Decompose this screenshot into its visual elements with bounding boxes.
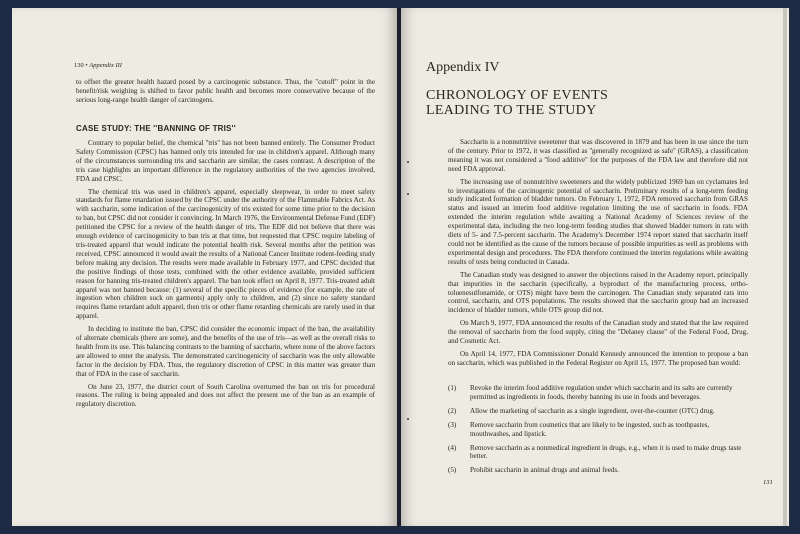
list-number: (4) [448, 443, 457, 452]
body-paragraph: The increasing use of nonnutritive sweeteners and the widely publicized 1969 ban on cyclamates led to investigations of the carcinogenic potential of saccharin. Preliminary results of a long-term feeding study indicated formation of bladder tumors. On February 1, 1972, FDA removed saccharin from GRAS status and issued an interim food additive regulation limiting the use of saccharin in foods. FDA extended the interim regulation while awaiting a National Academy of Sciences review of the experimental data, including the two long-term feeding studies that showed bladder tumors in rats with diets of 5- and 7.5-percent saccharin. The Academy's December 1974 report stated that saccharin itself could not be identified as the cause of the tumors because of possible impurities as well as problems with experimental design and procedures. The FDA therefore continued the interim regulations while awaiting results of tests being conducted in Canada. [448, 177, 748, 266]
list-text: Revoke the interim food additive regulation under which saccharin and its salts are currently permitted as ingredients in foods, thereby banning its use in foods and beverages. [470, 384, 733, 401]
list-item [448, 384, 748, 402]
intro-paragraph: to offset the greater health hazard posed by a carcinogenic substance. Thus, the "cutoff" point in the benefit/risk weighing is shifted to favor public health and becomes more conservative because of the serious long-range health danger of carcinogens. [76, 78, 375, 104]
page-number: 131 [763, 479, 773, 486]
list-item [448, 421, 748, 439]
case-study-body [76, 139, 375, 413]
case-study-heading: CASE STUDY: THE ''BANNING OF TRIS'' [76, 124, 236, 133]
header-separator: • [85, 62, 88, 69]
running-header [74, 62, 122, 69]
body-paragraph: On March 9, 1977, FDA announced the results of the Canadian study and stated that the law required the removal of saccharin from the food supply, citing the ''Delaney clause'' of the Federal Food, Drug, and Cosmetic Act. [448, 319, 748, 346]
list-number: (2) [448, 406, 457, 415]
body-paragraph: Contrary to popular belief, the chemical ''tris'' has not been banned entirely. The Consumer Product Safety Commission (CPSC) has banned only tris intended for use in children's apparel. Although many of the circumstances surrounding tris and saccharin are similar, the cases contrast. A description of the tris case highlights an important difference in the regulatory authorities of the two agencies involved, FDA and CPSC. [76, 139, 375, 183]
proposed-ban-list [448, 384, 748, 480]
chapter-title-line: LEADING TO THE STUDY [426, 103, 597, 118]
body-paragraph: Saccharin is a nonnutritive sweetener that was discovered in 1879 and has been in use since the turn of the century. Prior to 1972, it was classified as ''generally recognized as safe'' (GRAS), a classification meaning it was not considered a ''food additive'' for the purposes of the FDA law and therefore did not need FDA approval. [448, 138, 748, 173]
list-text: Remove saccharin as a nonmedical ingredient in drugs, e.g., when it is used to make drugs taste better. [470, 443, 742, 461]
right-page [401, 8, 789, 526]
list-text: Remove saccharin from cosmetics that are likely to be ingested, such as toothpastes, mouthwashes, and lipstick. [470, 420, 710, 438]
chapter-title-line: CHRONOLOGY OF EVENTS [426, 88, 609, 103]
list-number: (5) [448, 466, 457, 475]
binding-hole-mark [407, 161, 409, 163]
body-paragraph: In deciding to institute the ban, CPSC did consider the economic impact of the ban, the availability of alternate chemicals (there are some), and the benefits of the use of tris—as well as the overall risks to health from its use. This balancing contrasts to the banning of saccharin, where none of the above factors are allowed to enter the analysis. The demonstrated carcinogenicity of saccharin was the only allowable factor in the decision by FDA. Thus, the regulatory discretion of CPSC in this matter was greater than that of FDA in the case of saccharin. [76, 325, 375, 378]
list-text: Prohibit saccharin in animal drugs and animal feeds. [470, 466, 619, 475]
left-page [12, 8, 397, 526]
body-paragraph: On April 14, 1977, FDA Commissioner Donald Kennedy announced the intention to propose a ban on saccharin, which was published in the Federal Register on April 15, 1977. The proposed ban would: [448, 349, 748, 367]
chronology-body [448, 138, 748, 372]
list-number: (3) [448, 420, 457, 429]
binding-hole-mark [407, 193, 409, 195]
body-paragraph: On June 23, 1977, the district court of South Carolina overturned the ban on tris for procedural reasons. The ruling is being appealed and does not affect the present use of the ban as an example of regulatory discretion. [76, 382, 375, 409]
list-item [448, 407, 748, 416]
binding-hole-mark [407, 418, 409, 420]
body-paragraph: The chemical tris was used in children's apparel, especially sleepwear, in order to meet safety standards for flame retardation issued by the CPSC under the authority of the Flammable Fabrics Act. As with saccharin, some indication of the carcinogenicity of tris existed for some time prior to the decision to ban, but CPSC did not consider it convincing. In March 1976, the Environmental Defense Fund (EDF) petitioned the CPSC for a review of the health danger of tris. The EDF did not believe that there was enough evidence of carcinogenicity to ban tris at that time, but requested that CPSC require labeling of tris-treated apparel that would indicate the potential health risk. Several months after the petition was received, CPSC announced it would await the results of a National Cancer Institute rodent-feeding study before making any decision. The results were made available in February 1977, and CPSC decided that the positive findings of those tests, combined with the other evidence available, provided sufficient reason for banning tris-treated children's apparel. The ban took effect on April 8, 1977. Tris-treated adult apparel was not banned because: (1) several of the specific pieces of evidence (for example, the rate of ingestion when children suck on garments) apply only to children, and (2) since no safety standard requires flame retardant adult apparel, then tris or other flame retarding chemicals are rarely used in that apparel. [76, 187, 375, 321]
body-paragraph: The Canadian study was designed to answer the objections raised in the Academy report, principally that impurities in the saccharin (specifically, a byproduct of the manufacturing process, ortho-toluenesulfonamide, or OTS) might have been the carcinogen. The Canadian study separated rats into control, saccharin, and OTS populations. The results showed that the saccharin group had an increased incidence of bladder tumors, while OTS group did not. [448, 270, 748, 315]
list-item [448, 444, 748, 462]
appendix-label: Appendix IV [426, 60, 500, 75]
header-label: Appendix III [89, 62, 122, 69]
intro-text [76, 78, 375, 109]
scan-edge [783, 8, 787, 526]
header-page-number: 130 [74, 62, 84, 69]
list-text: Allow the marketing of saccharin as a single ingredient, over-the-counter (OTC) drug. [470, 406, 715, 415]
list-number: (1) [448, 384, 457, 392]
list-item [448, 466, 748, 475]
chapter-title [426, 88, 608, 118]
